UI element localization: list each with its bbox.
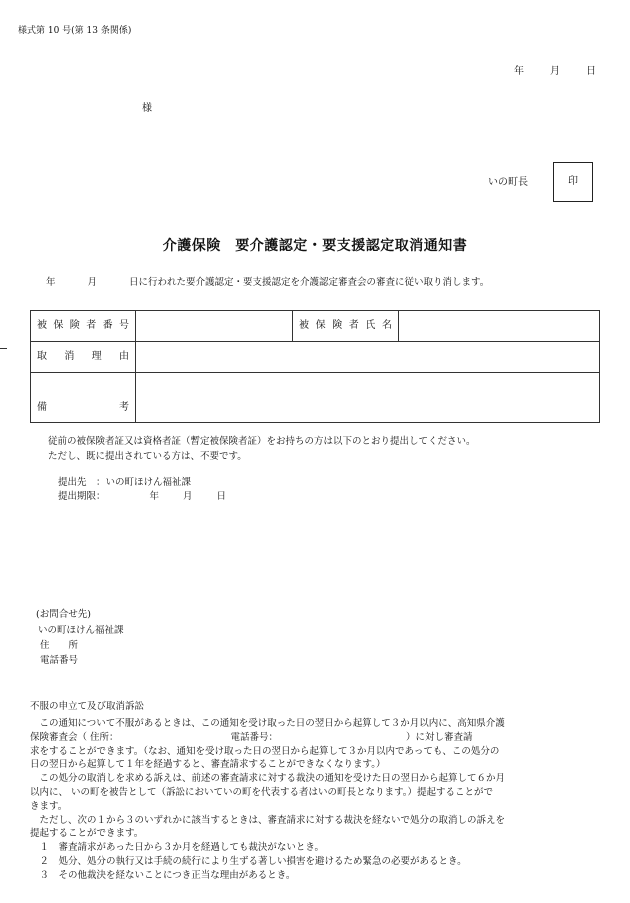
appeal-item: ３ その他裁決を経ないことにつき正当な理由があるとき。 <box>30 869 296 881</box>
deadline-day: 日 <box>216 491 227 502</box>
appeal-line: きます。 <box>30 800 68 812</box>
appeal-heading: 不服の申立て及び取消訴訟 <box>30 701 145 712</box>
insured-name-label: 被保険者氏名 <box>293 311 399 342</box>
issuer-name: いの町長 <box>488 177 528 188</box>
deadline-label: 提出期限： <box>58 491 106 502</box>
appeal-item: ２ 処分、処分の執行又は手続の続行により生ずる著しい損害を避けるため緊急の必要があるとき。 <box>30 855 467 867</box>
insured-name-value <box>399 311 600 342</box>
contact-department: いの町ほけん福祉課 <box>38 625 124 636</box>
appeal-line: 日の翌日から起算して１年を経過すると、審査請求することができなくなります。） <box>30 759 386 771</box>
date-year-label: 年 <box>514 66 524 77</box>
appeal-address-label: 保険審査会（ 住所： <box>30 731 119 743</box>
appeal-line: 求をすることができます。（なお、通知を受け取った日の翌日から起算して３か月以内であっても、この処分の <box>30 745 500 757</box>
contact-heading: (お問合せ先) <box>36 609 91 620</box>
contact-phone-label: 電話番号 <box>40 655 79 666</box>
date-day-label: 日 <box>586 66 596 77</box>
appeal-line: ただし、次の１から３のいずれかに該当するときは、審査請求に対する裁決を経ないで処分の取消しの訴えを <box>30 814 506 826</box>
addressee-suffix: 様 <box>142 103 152 114</box>
seal-box <box>553 162 593 202</box>
cancellation-table <box>30 310 600 423</box>
seal-label: 印 <box>568 175 578 187</box>
insured-number-label: 被保険者番号 <box>31 311 136 342</box>
submit-to: 提出先 ：いの町ほけん福祉課 <box>58 477 192 488</box>
appeal-body <box>30 717 602 883</box>
reason-label: 取 消 理 由 <box>31 342 136 373</box>
remarks-value <box>136 373 600 423</box>
submission-deadline <box>58 491 226 503</box>
insured-number-value <box>136 311 293 342</box>
document-title: 介護保険 要介護認定・要支援認定取消通知書 <box>162 238 468 254</box>
margin-mark <box>0 348 7 349</box>
submission-note-line1: 従前の被保険者証又は資格者証（暫定被保険者証）をお持ちの方は以下のとおり提出してください。 <box>48 436 476 447</box>
deadline-month: 月 <box>183 491 193 502</box>
intro-sentence <box>46 277 489 289</box>
form-number: 様式第 10 号(第 13 条関係) <box>18 26 132 36</box>
appeal-line: この処分の取消しを求める訴えは、前述の審査請求に対する裁決の通知を受けた日の翌日から起算して６か月 <box>30 773 506 785</box>
reason-value <box>136 342 600 373</box>
intro-year: 年 <box>46 277 56 288</box>
contact-address-label: 住 所 <box>40 640 79 651</box>
submission-note-line2: ただし、既に提出されている方は、不要です。 <box>48 451 247 462</box>
deadline-year: 年 <box>149 491 160 502</box>
appeal-review-text: ）に対し審査請 <box>406 731 473 743</box>
appeal-line <box>30 731 602 745</box>
appeal-line: この通知について不服があるときは、この通知を受け取った日の翌日から起算して３か月以内に、高知県介護 <box>30 718 505 729</box>
intro-month: 月 <box>87 277 98 288</box>
appeal-item: １ 審査請求があった日から３か月を経過しても裁決がないとき。 <box>30 842 325 854</box>
appeal-line: 以内に、 いの町を被告として（訴訟においていの町を代表する者はいの町長となります。）提起することがで <box>30 786 494 798</box>
remarks-label: 備 考 <box>31 373 136 423</box>
appeal-phone-label: 電話番号： <box>230 731 279 743</box>
appeal-line: 提起することができます。 <box>30 828 144 840</box>
intro-text: 日に行われた要介護認定・要支援認定を介護認定審査会の審査に従い取り消します。 <box>129 277 490 288</box>
date-month-label: 月 <box>550 66 560 77</box>
